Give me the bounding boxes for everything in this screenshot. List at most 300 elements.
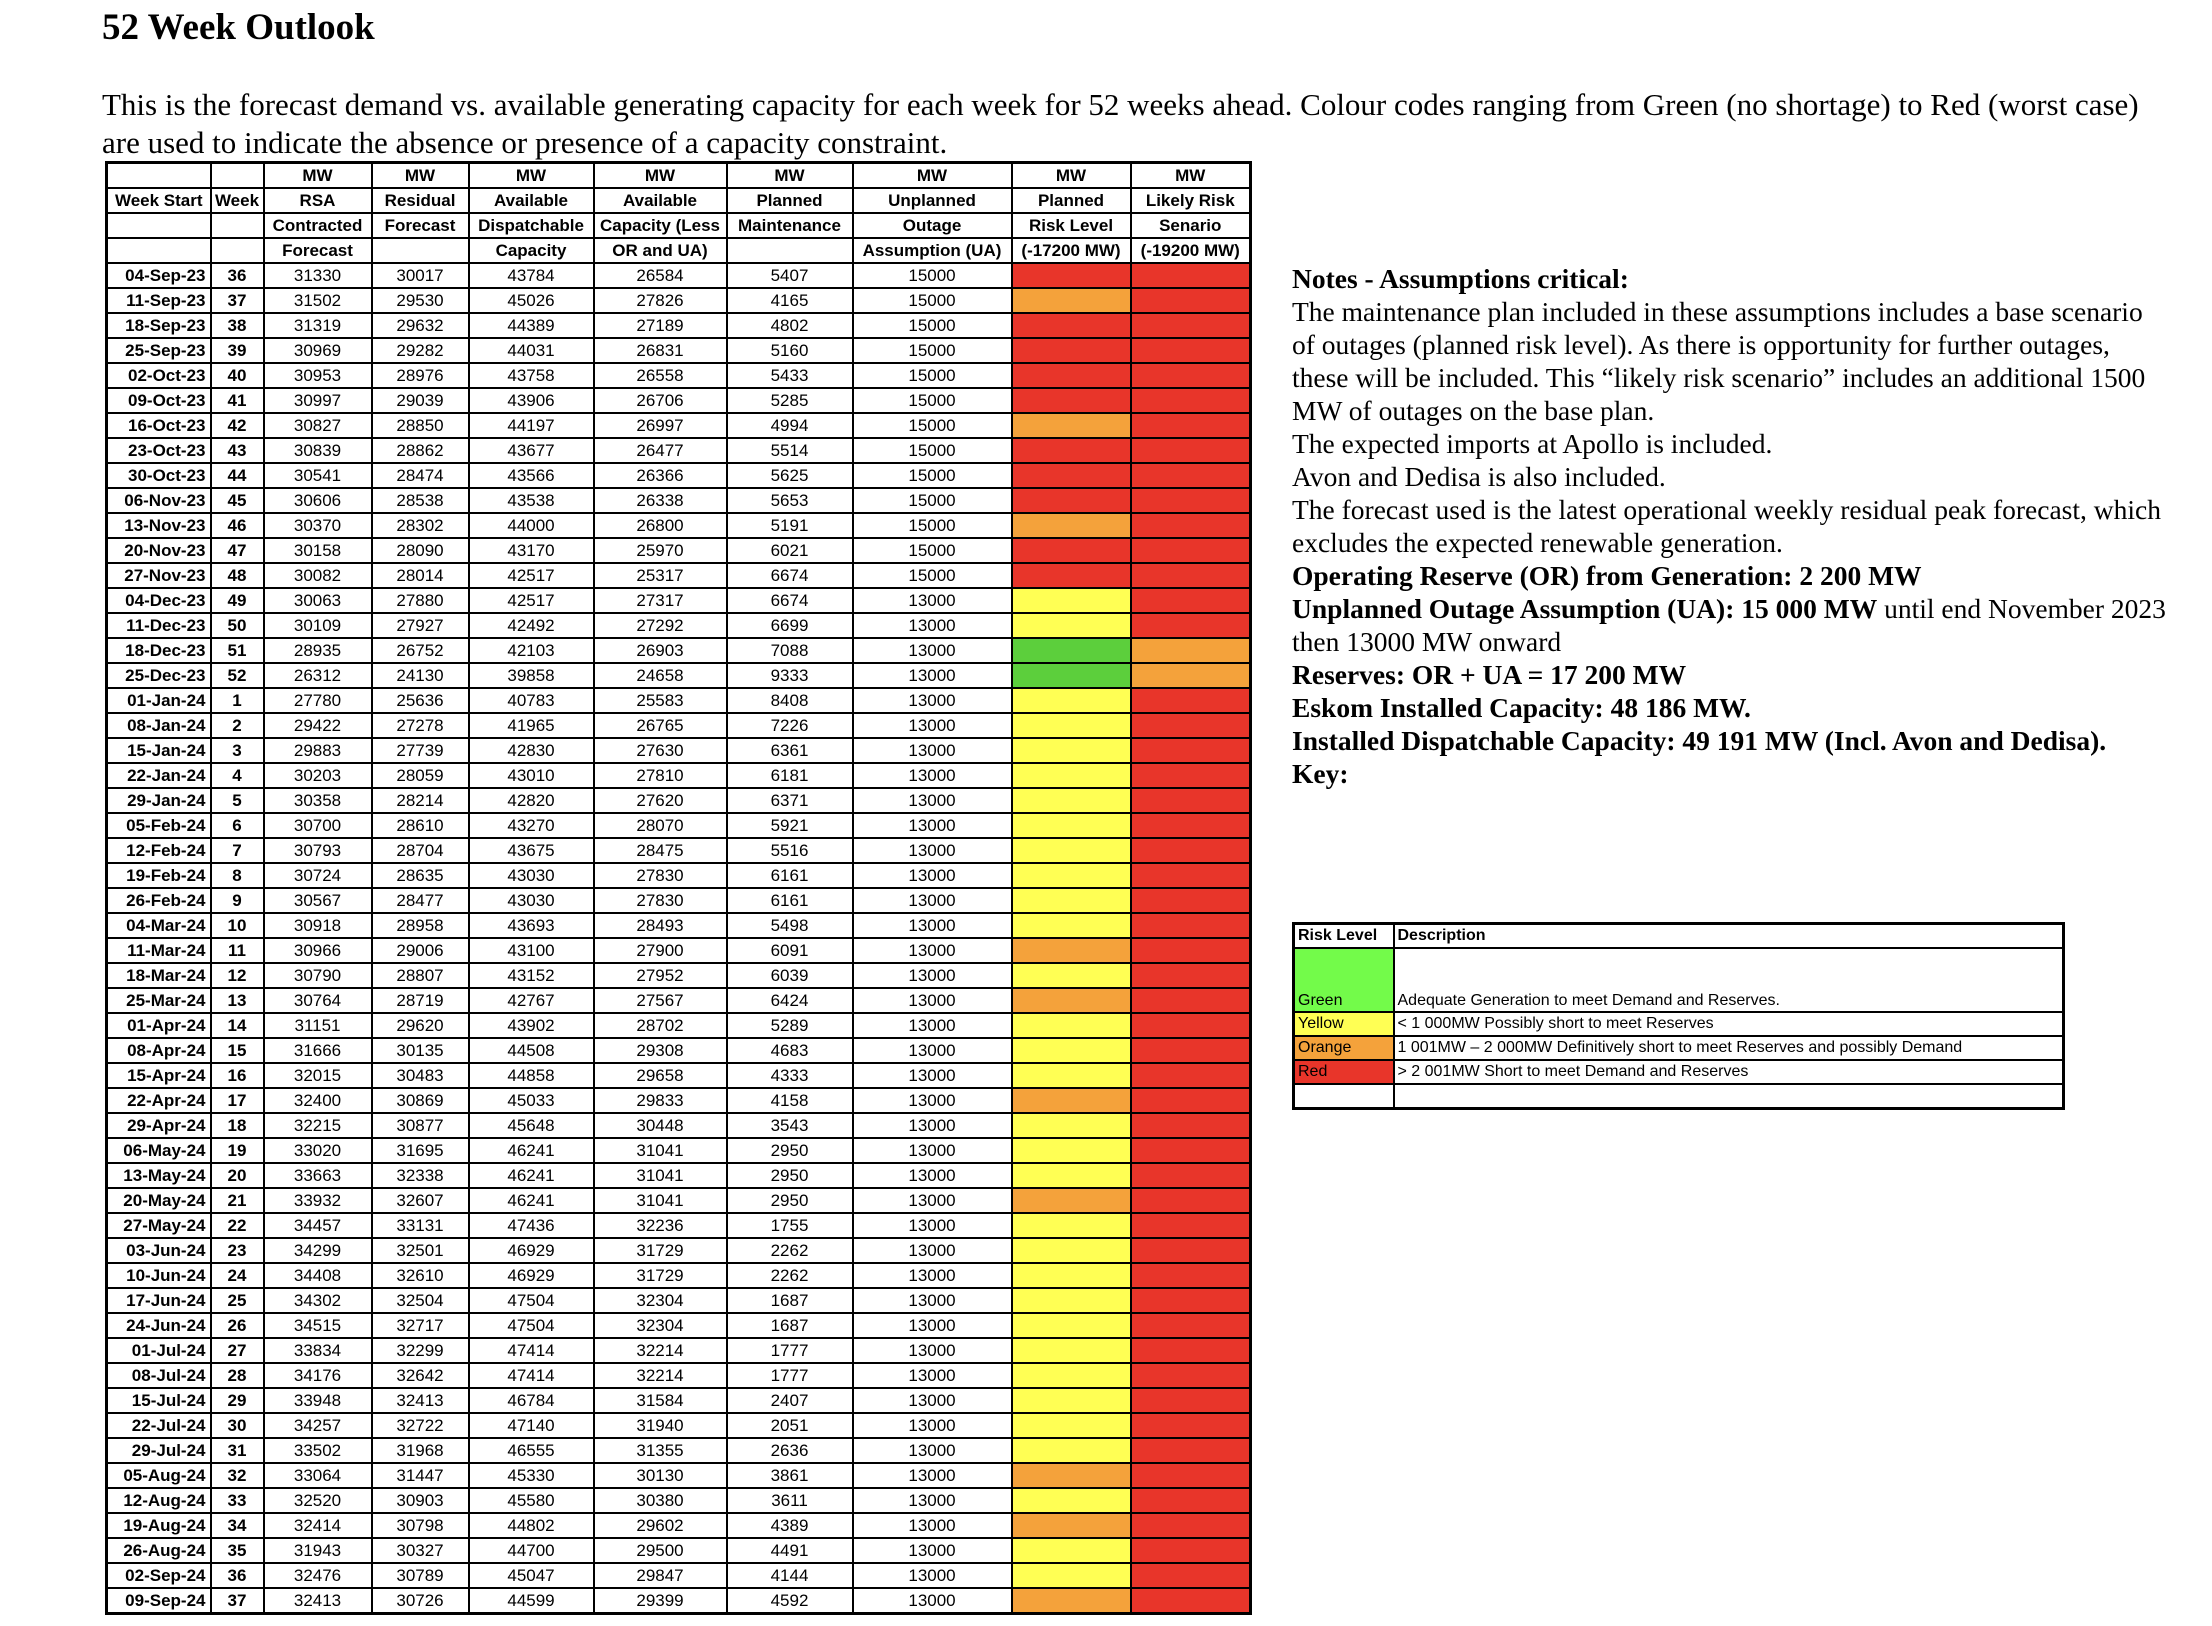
unplanned-outage-cell: 13000 xyxy=(853,888,1012,913)
available-capacity-cell: 26765 xyxy=(594,713,727,738)
planned-risk-level-cell xyxy=(1012,1113,1131,1138)
planned-maintenance-cell: 4683 xyxy=(727,1038,853,1063)
planned-maintenance-cell: 6161 xyxy=(727,888,853,913)
likely-risk-scenario-cell xyxy=(1131,1038,1251,1063)
week-start-cell: 02-Oct-23 xyxy=(107,363,211,388)
week-start-cell: 17-Jun-24 xyxy=(107,1288,211,1313)
table-row xyxy=(107,1113,1251,1138)
residual-forecast-cell: 29006 xyxy=(372,938,469,963)
planned-maintenance-cell: 5498 xyxy=(727,913,853,938)
available-capacity-cell: 26997 xyxy=(594,413,727,438)
available-capacity-cell: 31041 xyxy=(594,1138,727,1163)
table-row xyxy=(107,1163,1251,1188)
planned-maintenance-cell: 4592 xyxy=(727,1588,853,1614)
available-capacity-cell: 29847 xyxy=(594,1563,727,1588)
likely-risk-scenario-cell xyxy=(1131,738,1251,763)
available-capacity-cell: 27567 xyxy=(594,988,727,1013)
unplanned-outage-cell: 13000 xyxy=(853,1563,1012,1588)
likely-risk-scenario-cell xyxy=(1131,538,1251,563)
available-capacity-cell: 27189 xyxy=(594,313,727,338)
table-row xyxy=(107,913,1251,938)
residual-forecast-cell: 28850 xyxy=(372,413,469,438)
rsa-forecast-cell: 30567 xyxy=(264,888,372,913)
rsa-forecast-cell: 30203 xyxy=(264,763,372,788)
week-number-cell: 26 xyxy=(211,1313,264,1338)
week-number-cell: 19 xyxy=(211,1138,264,1163)
rsa-forecast-cell: 30827 xyxy=(264,413,372,438)
header-cell xyxy=(372,238,469,263)
likely-risk-scenario-cell xyxy=(1131,1263,1251,1288)
likely-risk-scenario-cell xyxy=(1131,913,1251,938)
planned-maintenance-cell: 4333 xyxy=(727,1063,853,1088)
available-dispatchable-cell: 43675 xyxy=(469,838,594,863)
planned-risk-level-cell xyxy=(1012,1363,1131,1388)
table-row xyxy=(107,1513,1251,1538)
available-dispatchable-cell: 43906 xyxy=(469,388,594,413)
planned-maintenance-cell: 6091 xyxy=(727,938,853,963)
rsa-forecast-cell: 31943 xyxy=(264,1538,372,1563)
available-capacity-cell: 31729 xyxy=(594,1238,727,1263)
header-cell: Dispatchable xyxy=(469,213,594,238)
rsa-forecast-cell: 30790 xyxy=(264,963,372,988)
planned-maintenance-cell: 4994 xyxy=(727,413,853,438)
key-header-level: Risk Level xyxy=(1294,924,1394,949)
week-start-cell: 08-Jul-24 xyxy=(107,1363,211,1388)
unplanned-outage-cell: 13000 xyxy=(853,1138,1012,1163)
available-dispatchable-cell: 43693 xyxy=(469,913,594,938)
likely-risk-scenario-cell xyxy=(1131,313,1251,338)
residual-forecast-cell: 30483 xyxy=(372,1063,469,1088)
week-number-cell: 34 xyxy=(211,1513,264,1538)
header-cell: Available xyxy=(594,188,727,213)
rsa-forecast-cell: 33948 xyxy=(264,1388,372,1413)
residual-forecast-cell: 31447 xyxy=(372,1463,469,1488)
available-capacity-cell: 28070 xyxy=(594,813,727,838)
unplanned-outage-cell: 13000 xyxy=(853,1538,1012,1563)
week-number-cell: 51 xyxy=(211,638,264,663)
header-row-2 xyxy=(107,188,1251,213)
available-dispatchable-cell: 42517 xyxy=(469,563,594,588)
rsa-forecast-cell: 32215 xyxy=(264,1113,372,1138)
planned-maintenance-cell: 7088 xyxy=(727,638,853,663)
available-capacity-cell: 31355 xyxy=(594,1438,727,1463)
planned-maintenance-cell: 1777 xyxy=(727,1363,853,1388)
planned-maintenance-cell: 3611 xyxy=(727,1488,853,1513)
week-start-cell: 11-Mar-24 xyxy=(107,938,211,963)
rsa-forecast-cell: 34176 xyxy=(264,1363,372,1388)
likely-risk-scenario-cell xyxy=(1131,988,1251,1013)
week-number-cell: 39 xyxy=(211,338,264,363)
planned-maintenance-cell: 4389 xyxy=(727,1513,853,1538)
unplanned-outage-cell: 13000 xyxy=(853,1013,1012,1038)
planned-maintenance-cell: 6039 xyxy=(727,963,853,988)
rsa-forecast-cell: 30953 xyxy=(264,363,372,388)
residual-forecast-cell: 30327 xyxy=(372,1538,469,1563)
planned-risk-level-cell xyxy=(1012,1488,1131,1513)
likely-risk-scenario-cell xyxy=(1131,1488,1251,1513)
notes-key-label: Key: xyxy=(1292,758,1349,789)
week-number-cell: 48 xyxy=(211,563,264,588)
unplanned-outage-cell: 13000 xyxy=(853,1038,1012,1063)
notes-dispatchable-capacity: Installed Dispatchable Capacity: 49 191 MW (Incl. Avon and Dedisa). xyxy=(1292,725,2107,756)
planned-risk-level-cell xyxy=(1012,1138,1131,1163)
available-capacity-cell: 25970 xyxy=(594,538,727,563)
residual-forecast-cell: 28958 xyxy=(372,913,469,938)
residual-forecast-cell: 29282 xyxy=(372,338,469,363)
available-capacity-cell: 31729 xyxy=(594,1263,727,1288)
header-cell: Capacity (Less xyxy=(594,213,727,238)
week-number-cell: 31 xyxy=(211,1438,264,1463)
planned-risk-level-cell xyxy=(1012,1163,1131,1188)
rsa-forecast-cell: 30063 xyxy=(264,588,372,613)
week-start-cell: 09-Sep-24 xyxy=(107,1588,211,1614)
planned-risk-level-cell xyxy=(1012,263,1131,288)
available-dispatchable-cell: 42767 xyxy=(469,988,594,1013)
planned-risk-level-cell xyxy=(1012,1388,1131,1413)
week-start-cell: 01-Jul-24 xyxy=(107,1338,211,1363)
header-cell: MW xyxy=(853,163,1012,189)
residual-forecast-cell: 28976 xyxy=(372,363,469,388)
residual-forecast-cell: 30869 xyxy=(372,1088,469,1113)
available-capacity-cell: 26558 xyxy=(594,363,727,388)
table-row xyxy=(107,613,1251,638)
available-capacity-cell: 27630 xyxy=(594,738,727,763)
table-row xyxy=(107,1238,1251,1263)
week-start-cell: 24-Jun-24 xyxy=(107,1313,211,1338)
week-start-cell: 25-Mar-24 xyxy=(107,988,211,1013)
table-row xyxy=(107,538,1251,563)
rsa-forecast-cell: 34299 xyxy=(264,1238,372,1263)
likely-risk-scenario-cell xyxy=(1131,513,1251,538)
residual-forecast-cell: 28635 xyxy=(372,863,469,888)
planned-risk-level-cell xyxy=(1012,288,1131,313)
available-dispatchable-cell: 44000 xyxy=(469,513,594,538)
rsa-forecast-cell: 32413 xyxy=(264,1588,372,1614)
planned-risk-level-cell xyxy=(1012,1413,1131,1438)
residual-forecast-cell: 28302 xyxy=(372,513,469,538)
key-desc-green: Adequate Generation to meet Demand and Reserves. xyxy=(1394,948,2064,1012)
planned-risk-level-cell xyxy=(1012,1313,1131,1338)
unplanned-outage-cell: 13000 xyxy=(853,1063,1012,1088)
table-row xyxy=(107,263,1251,288)
available-capacity-cell: 28702 xyxy=(594,1013,727,1038)
residual-forecast-cell: 28704 xyxy=(372,838,469,863)
planned-maintenance-cell: 9333 xyxy=(727,663,853,688)
week-start-cell: 19-Aug-24 xyxy=(107,1513,211,1538)
key-row-empty xyxy=(1294,1084,2064,1109)
likely-risk-scenario-cell xyxy=(1131,1063,1251,1088)
page-title: 52 Week Outlook xyxy=(102,7,375,48)
week-number-cell: 3 xyxy=(211,738,264,763)
available-dispatchable-cell: 39858 xyxy=(469,663,594,688)
available-dispatchable-cell: 46241 xyxy=(469,1138,594,1163)
table-row xyxy=(107,438,1251,463)
available-dispatchable-cell: 45648 xyxy=(469,1113,594,1138)
available-dispatchable-cell: 42492 xyxy=(469,613,594,638)
header-row-units xyxy=(107,163,1251,189)
planned-maintenance-cell: 4144 xyxy=(727,1563,853,1588)
residual-forecast-cell: 32610 xyxy=(372,1263,469,1288)
available-dispatchable-cell: 46241 xyxy=(469,1188,594,1213)
unplanned-outage-cell: 13000 xyxy=(853,1263,1012,1288)
week-start-cell: 15-Apr-24 xyxy=(107,1063,211,1088)
rsa-forecast-cell: 34302 xyxy=(264,1288,372,1313)
outlook-table xyxy=(105,161,1252,1615)
available-capacity-cell: 28475 xyxy=(594,838,727,863)
available-capacity-cell: 26584 xyxy=(594,263,727,288)
unplanned-outage-cell: 15000 xyxy=(853,263,1012,288)
likely-risk-scenario-cell xyxy=(1131,1013,1251,1038)
available-dispatchable-cell: 46929 xyxy=(469,1238,594,1263)
table-row xyxy=(107,338,1251,363)
week-start-cell: 12-Feb-24 xyxy=(107,838,211,863)
week-start-cell: 30-Oct-23 xyxy=(107,463,211,488)
rsa-forecast-cell: 32400 xyxy=(264,1088,372,1113)
week-number-cell: 27 xyxy=(211,1338,264,1363)
available-dispatchable-cell: 46929 xyxy=(469,1263,594,1288)
week-number-cell: 1 xyxy=(211,688,264,713)
likely-risk-scenario-cell xyxy=(1131,1513,1251,1538)
residual-forecast-cell: 28477 xyxy=(372,888,469,913)
unplanned-outage-cell: 13000 xyxy=(853,1388,1012,1413)
header-cell: Planned xyxy=(1012,188,1131,213)
week-start-cell: 06-Nov-23 xyxy=(107,488,211,513)
unplanned-outage-cell: 15000 xyxy=(853,563,1012,588)
planned-risk-level-cell xyxy=(1012,813,1131,838)
week-start-cell: 04-Mar-24 xyxy=(107,913,211,938)
planned-maintenance-cell: 2950 xyxy=(727,1138,853,1163)
rsa-forecast-cell: 31151 xyxy=(264,1013,372,1038)
unplanned-outage-cell: 13000 xyxy=(853,588,1012,613)
unplanned-outage-cell: 15000 xyxy=(853,388,1012,413)
header-cell: Planned xyxy=(727,188,853,213)
week-start-cell: 12-Aug-24 xyxy=(107,1488,211,1513)
planned-risk-level-cell xyxy=(1012,338,1131,363)
residual-forecast-cell: 27739 xyxy=(372,738,469,763)
unplanned-outage-cell: 13000 xyxy=(853,1363,1012,1388)
residual-forecast-cell: 28090 xyxy=(372,538,469,563)
likely-risk-scenario-cell xyxy=(1131,338,1251,363)
unplanned-outage-cell: 13000 xyxy=(853,1513,1012,1538)
residual-forecast-cell: 30726 xyxy=(372,1588,469,1614)
unplanned-outage-cell: 13000 xyxy=(853,963,1012,988)
week-start-cell: 13-Nov-23 xyxy=(107,513,211,538)
table-row xyxy=(107,688,1251,713)
likely-risk-scenario-cell xyxy=(1131,588,1251,613)
likely-risk-scenario-cell xyxy=(1131,938,1251,963)
week-number-cell: 24 xyxy=(211,1263,264,1288)
planned-maintenance-cell: 7226 xyxy=(727,713,853,738)
unplanned-outage-cell: 13000 xyxy=(853,1338,1012,1363)
week-number-cell: 16 xyxy=(211,1063,264,1088)
planned-risk-level-cell xyxy=(1012,663,1131,688)
table-row xyxy=(107,413,1251,438)
week-number-cell: 4 xyxy=(211,763,264,788)
week-number-cell: 20 xyxy=(211,1163,264,1188)
available-dispatchable-cell: 42103 xyxy=(469,638,594,663)
header-cell: (-19200 MW) xyxy=(1131,238,1251,263)
week-start-cell: 05-Feb-24 xyxy=(107,813,211,838)
available-capacity-cell: 31041 xyxy=(594,1188,727,1213)
likely-risk-scenario-cell xyxy=(1131,1463,1251,1488)
planned-maintenance-cell: 5653 xyxy=(727,488,853,513)
unplanned-outage-cell: 13000 xyxy=(853,788,1012,813)
week-number-cell: 33 xyxy=(211,1488,264,1513)
key-row-orange xyxy=(1294,1036,2064,1060)
available-dispatchable-cell: 43100 xyxy=(469,938,594,963)
unplanned-outage-cell: 13000 xyxy=(853,613,1012,638)
planned-maintenance-cell: 6021 xyxy=(727,538,853,563)
residual-forecast-cell: 28014 xyxy=(372,563,469,588)
unplanned-outage-cell: 13000 xyxy=(853,813,1012,838)
planned-maintenance-cell: 5516 xyxy=(727,838,853,863)
table-row xyxy=(107,813,1251,838)
table-row xyxy=(107,288,1251,313)
residual-forecast-cell: 32642 xyxy=(372,1363,469,1388)
table-row xyxy=(107,1438,1251,1463)
rsa-forecast-cell: 33932 xyxy=(264,1188,372,1213)
rsa-forecast-cell: 32414 xyxy=(264,1513,372,1538)
residual-forecast-cell: 28214 xyxy=(372,788,469,813)
key-level-green: Green xyxy=(1294,948,1394,1012)
week-number-cell: 14 xyxy=(211,1013,264,1038)
table-row xyxy=(107,1463,1251,1488)
residual-forecast-cell: 32607 xyxy=(372,1188,469,1213)
planned-risk-level-cell xyxy=(1012,538,1131,563)
table-row xyxy=(107,1413,1251,1438)
rsa-forecast-cell: 33064 xyxy=(264,1463,372,1488)
rsa-forecast-cell: 32520 xyxy=(264,1488,372,1513)
available-dispatchable-cell: 47414 xyxy=(469,1363,594,1388)
likely-risk-scenario-cell xyxy=(1131,613,1251,638)
available-dispatchable-cell: 43784 xyxy=(469,263,594,288)
week-start-cell: 18-Mar-24 xyxy=(107,963,211,988)
week-start-cell: 01-Jan-24 xyxy=(107,688,211,713)
key-empty-cell xyxy=(1394,1084,2064,1109)
rsa-forecast-cell: 29883 xyxy=(264,738,372,763)
available-dispatchable-cell: 43010 xyxy=(469,763,594,788)
likely-risk-scenario-cell xyxy=(1131,388,1251,413)
planned-risk-level-cell xyxy=(1012,488,1131,513)
table-row xyxy=(107,1488,1251,1513)
key-desc-red: > 2 001MW Short to meet Demand and Reserves xyxy=(1394,1060,2064,1084)
table-row xyxy=(107,938,1251,963)
residual-forecast-cell: 24130 xyxy=(372,663,469,688)
rsa-forecast-cell: 29422 xyxy=(264,713,372,738)
likely-risk-scenario-cell xyxy=(1131,863,1251,888)
unplanned-outage-cell: 13000 xyxy=(853,1438,1012,1463)
available-dispatchable-cell: 43566 xyxy=(469,463,594,488)
intro-paragraph: This is the forecast demand vs. available generating capacity for each week for 52 weeks ahead. Colour codes ranging from Green (no shortage) to Red (worst case) are used to indicate the absence or presence of a capacity constraint. xyxy=(102,87,2139,160)
likely-risk-scenario-cell xyxy=(1131,1413,1251,1438)
week-start-cell: 25-Dec-23 xyxy=(107,663,211,688)
unplanned-outage-cell: 15000 xyxy=(853,363,1012,388)
available-dispatchable-cell: 43030 xyxy=(469,863,594,888)
likely-risk-scenario-cell xyxy=(1131,838,1251,863)
table-row xyxy=(107,763,1251,788)
planned-maintenance-cell: 2262 xyxy=(727,1238,853,1263)
planned-risk-level-cell xyxy=(1012,413,1131,438)
available-dispatchable-cell: 43902 xyxy=(469,1013,594,1038)
planned-maintenance-cell: 1687 xyxy=(727,1288,853,1313)
available-capacity-cell: 27952 xyxy=(594,963,727,988)
header-cell: Unplanned xyxy=(853,188,1012,213)
header-cell: MW xyxy=(469,163,594,189)
week-start-cell: 27-Nov-23 xyxy=(107,563,211,588)
residual-forecast-cell: 30903 xyxy=(372,1488,469,1513)
available-dispatchable-cell: 43152 xyxy=(469,963,594,988)
available-dispatchable-cell: 43538 xyxy=(469,488,594,513)
week-number-cell: 25 xyxy=(211,1288,264,1313)
table-row xyxy=(107,788,1251,813)
planned-risk-level-cell xyxy=(1012,1538,1131,1563)
header-cell: MW xyxy=(264,163,372,189)
likely-risk-scenario-cell xyxy=(1131,1138,1251,1163)
residual-forecast-cell: 32717 xyxy=(372,1313,469,1338)
rsa-forecast-cell: 28935 xyxy=(264,638,372,663)
table-row xyxy=(107,738,1251,763)
available-dispatchable-cell: 45026 xyxy=(469,288,594,313)
likely-risk-scenario-cell xyxy=(1131,1163,1251,1188)
week-start-cell: 06-May-24 xyxy=(107,1138,211,1163)
week-start-cell: 19-Feb-24 xyxy=(107,863,211,888)
rsa-forecast-cell: 33020 xyxy=(264,1138,372,1163)
table-row xyxy=(107,1313,1251,1338)
likely-risk-scenario-cell xyxy=(1131,363,1251,388)
table-row xyxy=(107,638,1251,663)
likely-risk-scenario-cell xyxy=(1131,888,1251,913)
planned-risk-level-cell xyxy=(1012,363,1131,388)
planned-maintenance-cell: 5625 xyxy=(727,463,853,488)
residual-forecast-cell: 28474 xyxy=(372,463,469,488)
available-dispatchable-cell: 45330 xyxy=(469,1463,594,1488)
available-dispatchable-cell: 45047 xyxy=(469,1563,594,1588)
unplanned-outage-cell: 15000 xyxy=(853,488,1012,513)
rsa-forecast-cell: 30606 xyxy=(264,488,372,513)
header-cell: Week Start xyxy=(107,188,211,213)
notes-section xyxy=(1292,262,2172,790)
likely-risk-scenario-cell xyxy=(1131,1363,1251,1388)
table-row xyxy=(107,313,1251,338)
header-cell: Week xyxy=(211,188,264,213)
table-row xyxy=(107,563,1251,588)
rsa-forecast-cell: 31502 xyxy=(264,288,372,313)
unplanned-outage-cell: 13000 xyxy=(853,988,1012,1013)
week-number-cell: 22 xyxy=(211,1213,264,1238)
residual-forecast-cell: 33131 xyxy=(372,1213,469,1238)
likely-risk-scenario-cell xyxy=(1131,263,1251,288)
residual-forecast-cell: 27880 xyxy=(372,588,469,613)
rsa-forecast-cell: 33663 xyxy=(264,1163,372,1188)
table-row xyxy=(107,463,1251,488)
week-start-cell: 26-Aug-24 xyxy=(107,1538,211,1563)
planned-risk-level-cell xyxy=(1012,638,1131,663)
table-row xyxy=(107,1063,1251,1088)
planned-maintenance-cell: 2407 xyxy=(727,1388,853,1413)
residual-forecast-cell: 30798 xyxy=(372,1513,469,1538)
header-cell: MW xyxy=(594,163,727,189)
rsa-forecast-cell: 30370 xyxy=(264,513,372,538)
available-capacity-cell: 26800 xyxy=(594,513,727,538)
planned-maintenance-cell: 1687 xyxy=(727,1313,853,1338)
table-row xyxy=(107,963,1251,988)
planned-risk-level-cell xyxy=(1012,563,1131,588)
planned-risk-level-cell xyxy=(1012,1013,1131,1038)
week-start-cell: 01-Apr-24 xyxy=(107,1013,211,1038)
likely-risk-scenario-cell xyxy=(1131,1313,1251,1338)
likely-risk-scenario-cell xyxy=(1131,788,1251,813)
planned-maintenance-cell: 6161 xyxy=(727,863,853,888)
